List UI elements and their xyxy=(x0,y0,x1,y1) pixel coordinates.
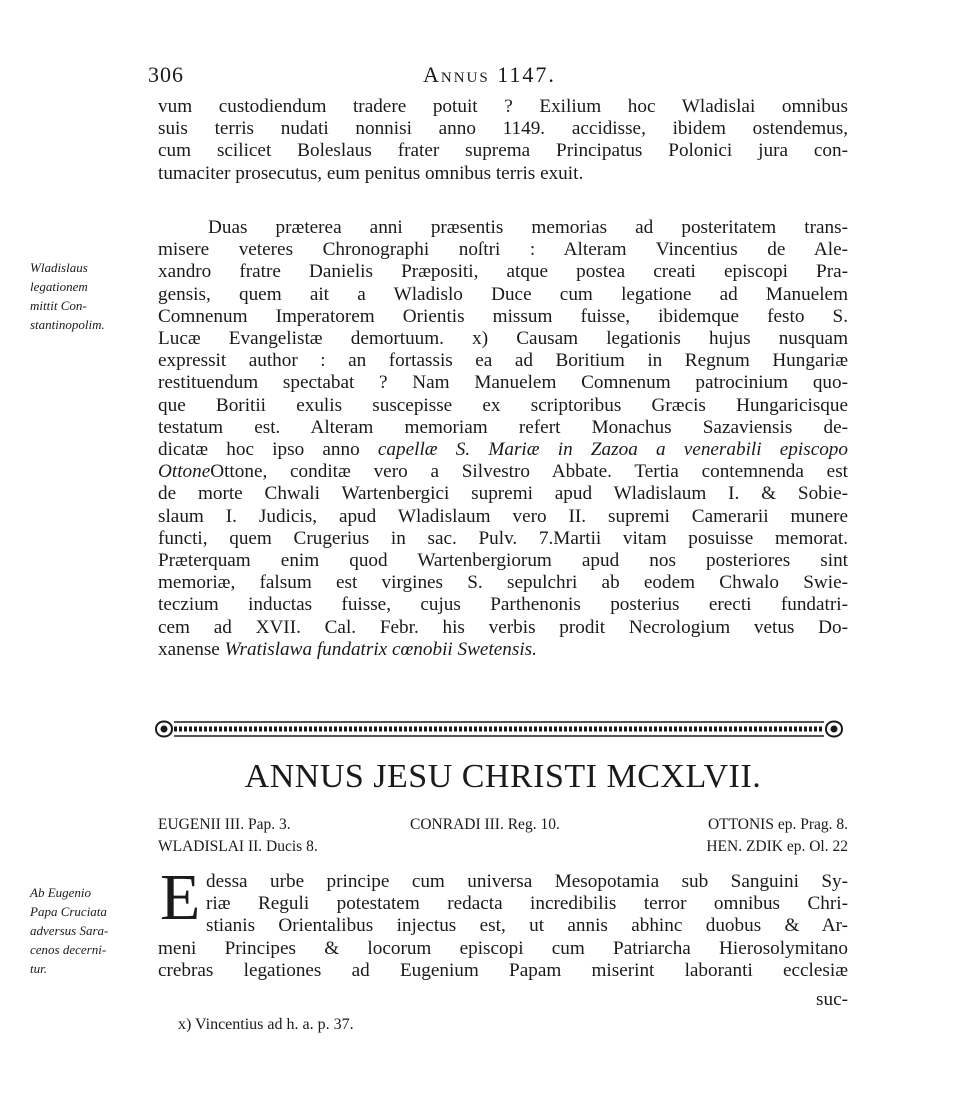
text-line: cem ad XVII. Cal. Febr. his verbis prodit Necrologium vetus Do- xyxy=(158,616,848,638)
text-line: Comnenum Imperatorem Orientis missum fuisse, ibidemque festo S. xyxy=(158,305,848,327)
drop-cap: E xyxy=(160,861,201,934)
text-line xyxy=(158,461,848,483)
italic-segment: capellæ S. Mariæ in Zazoa a venerabili episcopo xyxy=(377,439,848,461)
regnal-entry: WLADISLAI II. Ducis 8. xyxy=(158,838,318,855)
text-line: Præterquam enim quod Wartenbergiorum apud nos posteriores sint xyxy=(158,550,848,572)
text-line: xandro fratre Danielis Præpositi, atque postea creati episcopi Pra- xyxy=(158,261,848,283)
text-line: que Boritii exulis suscepisse ex scriptoribus Græcis Hungaricisque xyxy=(158,394,848,416)
regnal-entry: EUGENII III. Pap. 3. xyxy=(158,816,291,833)
margin-note-line: Ab Eugenio xyxy=(30,885,92,900)
regnal-entry: HEN. ZDIK ep. Ol. 22 xyxy=(706,838,848,855)
text-line: misere veteres Chronographi noſtri : Alteram Vincentius de Ale- xyxy=(158,239,848,261)
text-line-mixed xyxy=(158,439,848,461)
regnal-years xyxy=(158,814,848,858)
text-line: functi, quem Crugerius in sac. Pulv. 7.Martii vitam posuisse memorat. xyxy=(158,527,848,549)
page-number: 306 xyxy=(148,62,184,87)
text-line-mixed xyxy=(158,639,848,661)
italic-segment: Wratislawa fundatrix cœnobii Swetensis. xyxy=(224,638,537,660)
regnal-entry: OTTONIS ep. Prag. 8. xyxy=(707,816,848,833)
text-segment: xanense xyxy=(158,638,220,660)
text-line: cum scilicet Boleslaus frater suprema Principatus Polonici jura con- xyxy=(158,140,848,162)
margin-note-legation xyxy=(30,258,152,334)
margin-note-line: tur. xyxy=(30,961,47,976)
regnal-row xyxy=(158,814,848,836)
text-line: teczium inductas fuisse, cujus Parthenonis posterius erecti fundatri- xyxy=(158,594,848,616)
text-line: Duas præterea anni præsentis memorias ad posteritatem trans- xyxy=(208,217,848,238)
margin-note-line: stantinopolim. xyxy=(30,317,105,332)
margin-note-line: legationem xyxy=(30,279,88,294)
text-line: testatum est. Alteram memoriam refert Monachus Sazaviensis de- xyxy=(158,416,848,438)
text-line: expressit author : an fortassis ea ad Boritium in Regnum Hungariæ xyxy=(158,350,848,372)
margin-note-line: adversus Sara- xyxy=(30,923,109,938)
margin-note-crusade xyxy=(30,883,152,978)
catchword: suc- xyxy=(816,989,848,1010)
text-line: crebras legationes ad Eugenium Papam miserint laboranti ecclesiæ xyxy=(158,959,848,981)
text-segment: Ottone, conditæ vero a Silvestro Abbate. Tertia contemnenda est xyxy=(210,461,848,483)
paragraph-1 xyxy=(158,96,848,185)
chapter-title: ANNUS JESU CHRISTI MCXLVII. xyxy=(244,758,762,795)
regnal-row xyxy=(158,836,848,858)
text-segment: dicatæ hoc ipso anno xyxy=(158,439,360,461)
margin-note-line: mittit Con- xyxy=(30,298,87,313)
text-line: suis terris nudati nonnisi anno 1149. accidisse, ibidem ostendemus, xyxy=(158,118,848,140)
margin-note-line: Wladislaus xyxy=(30,260,88,275)
text-line: gensis, quem ait a Wladislo Duce cum legatione ad Manuelem xyxy=(158,283,848,305)
text-line: slaum I. Judicis, apud Wladislaum vero II. supremi Camerarii munere xyxy=(158,505,848,527)
text-line: riæ Reguli potestatem redacta incredibilis terror omnibus Chri- xyxy=(206,893,848,915)
text-line: stianis Orientalibus injectus est, ut annis abhinc duobus & Ar- xyxy=(206,915,848,937)
text-line: memoriæ, falsum est virgines S. sepulchri ab eodem Chwalo Swie- xyxy=(158,572,848,594)
text-line: de morte Chwali Wartenbergici supremi apud Wladislaum I. & Sobie- xyxy=(158,483,848,505)
ornament-rule xyxy=(152,713,846,745)
paragraph-3 xyxy=(158,871,848,982)
paragraph-2 xyxy=(158,217,848,661)
text-line: restituendum spectabat ? Nam Manuelem Comnenum patrocinium quo- xyxy=(158,372,848,394)
italic-segment: Ottone xyxy=(158,461,211,483)
text-line: Lucæ Evangelistæ demortuum. x) Causam legationis hujus nusquam xyxy=(158,328,848,350)
running-title: Annus 1147. xyxy=(423,62,556,87)
text-line: tumaciter prosecutus, eum penitus omnibus terris exuit. xyxy=(158,162,584,184)
text-line: meni Principes & locorum episcopi cum Patriarcha Hierosolymitano xyxy=(158,937,848,959)
text-line: vum custodiendum tradere potuit ? Exilium hoc Wladislai omnibus xyxy=(158,96,848,117)
regnal-entry: CONRADI III. Reg. 10. xyxy=(410,816,560,833)
footnote: x) Vincentius ad h. a. p. 37. xyxy=(178,1016,354,1033)
text-line: dessa urbe principe cum universa Mesopotamia sub Sanguini Sy- xyxy=(206,871,848,892)
margin-note-line: cenos decerni- xyxy=(30,942,107,957)
margin-note-line: Papa Cruciata xyxy=(30,904,107,919)
